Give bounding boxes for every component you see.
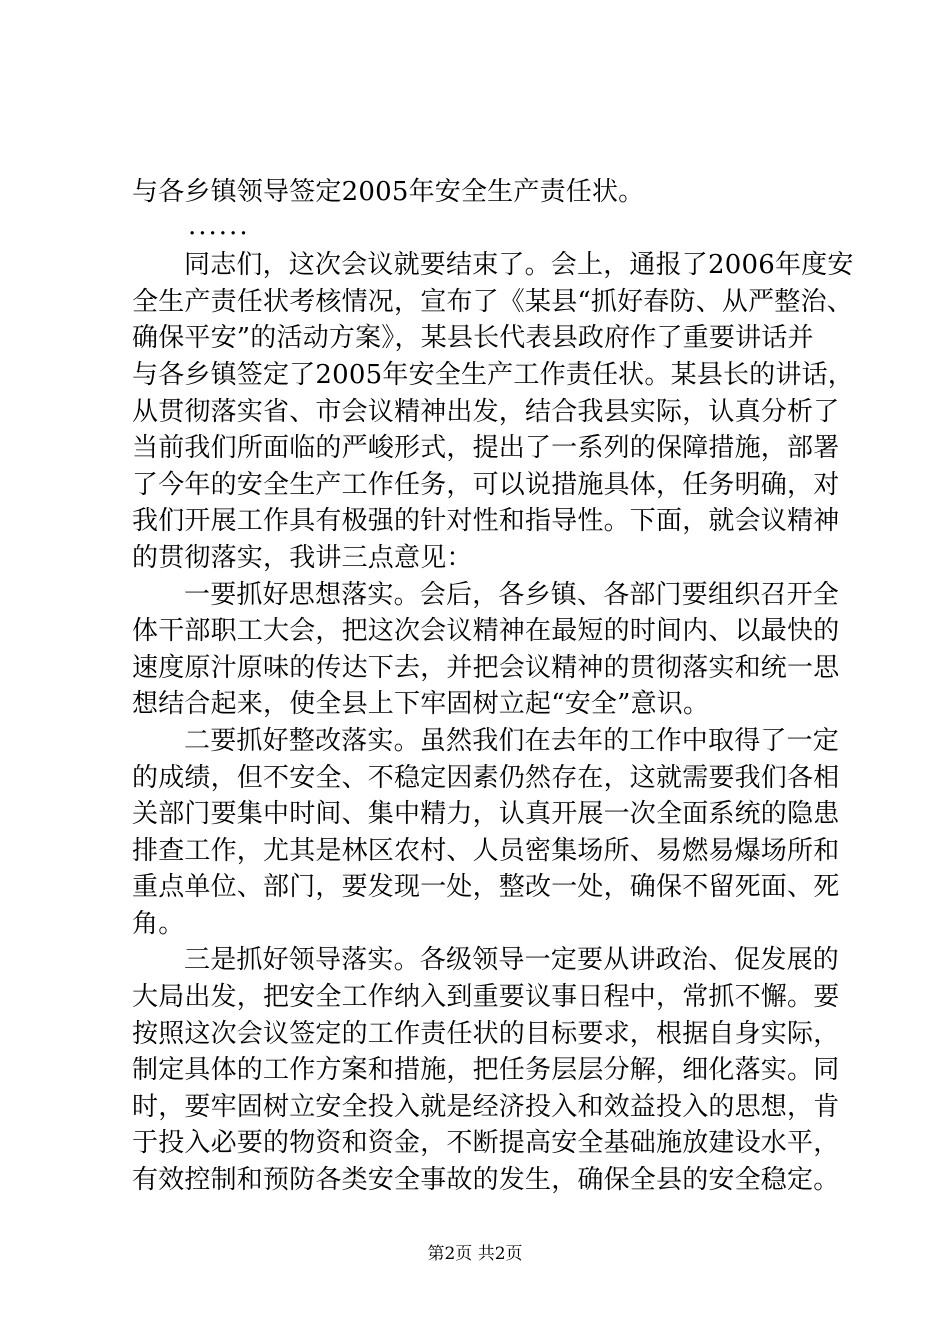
text-line: 想结合起来，使全县上下牢固树立起“安全”意识。 xyxy=(132,689,710,720)
text-line: 排查工作，尤其是林区农村、人员密集场所、易燃易爆场所和 xyxy=(132,835,840,866)
ellipsis: ...... xyxy=(188,210,250,241)
paragraph-start-line: 一要抓好思想落实。会后，各乡镇、各部门要组织召开全 xyxy=(184,579,840,610)
text-line: 重点单位、部门，要发现一处，整改一处，确保不留死面、死 xyxy=(132,872,840,903)
text-line: 当前我们所面临的严峻形式，提出了一系列的保障措施，部署 xyxy=(132,433,840,464)
text-line: 与各乡镇领导签定2005年安全生产责任状。 xyxy=(132,177,645,207)
page-number-label: 第2页 共2页 xyxy=(427,1244,523,1264)
text-line: 从贯彻落实省、市会议精神出发，结合我县实际，认真分析了 xyxy=(132,396,840,427)
text-line: 的贯彻落实，我讲三点意见： xyxy=(132,542,473,573)
text-line: 体干部职工大会，把这次会议精神在最短的时间内、以最快的 xyxy=(132,616,840,647)
text-line: 了今年的安全生产工作任务，可以说措施具体，任务明确，对 xyxy=(132,469,840,500)
text-line: 我们开展工作具有极强的针对性和指导性。下面，就会议精神 xyxy=(132,506,840,537)
paragraph-start-line: 二要抓好整改落实。虽然我们在去年的工作中取得了一定 xyxy=(184,725,840,756)
paragraph-start-line: 同志们，这次会议就要结束了。会上，通报了2006年度安 xyxy=(184,250,854,281)
text-line: 大局出发，把安全工作纳入到重要议事日程中，常抓不懈。要 xyxy=(132,982,840,1013)
text-line: 于投入必要的物资和资金，不断提高安全基础施放建设水平， xyxy=(132,1128,840,1159)
text-line: 与各乡镇签定了2005年安全生产工作责任状。某县长的讲话， xyxy=(132,359,854,390)
text-line: 的成绩，但不安全、不稳定因素仍然存在，这就需要我们各相 xyxy=(132,762,840,793)
text-line: 有效控制和预防各类安全事故的发生，确保全县的安全稳定。 xyxy=(132,1165,840,1196)
text-line: 速度原汁原味的传达下去，并把会议精神的贯彻落实和统一思 xyxy=(132,652,840,683)
paragraph-start-line: 三是抓好领导落实。各级领导一定要从讲政治、促发展的 xyxy=(184,945,840,976)
text-line: 确保平安”的活动方案》，某县长代表县政府作了重要讲话并 xyxy=(132,323,814,354)
text-line: 关部门要集中时间、集中精力，认真开展一次全面系统的隐患 xyxy=(132,799,840,830)
text-line: 时，要牢固树立安全投入就是经济投入和效益投入的思想，肯 xyxy=(132,1091,840,1122)
text-line: 角。 xyxy=(132,908,185,939)
document-body xyxy=(132,174,854,1199)
text-line: 全生产责任状考核情况，宣布了《某县“抓好春防、从严整治、 xyxy=(132,286,853,317)
page-footer xyxy=(0,1243,950,1265)
text-line: 按照这次会议签定的工作责任状的目标要求，根据自身实际， xyxy=(132,1018,840,1049)
text-line: 制定具体的工作方案和措施，把任务层层分解，细化落实。同 xyxy=(132,1055,840,1086)
